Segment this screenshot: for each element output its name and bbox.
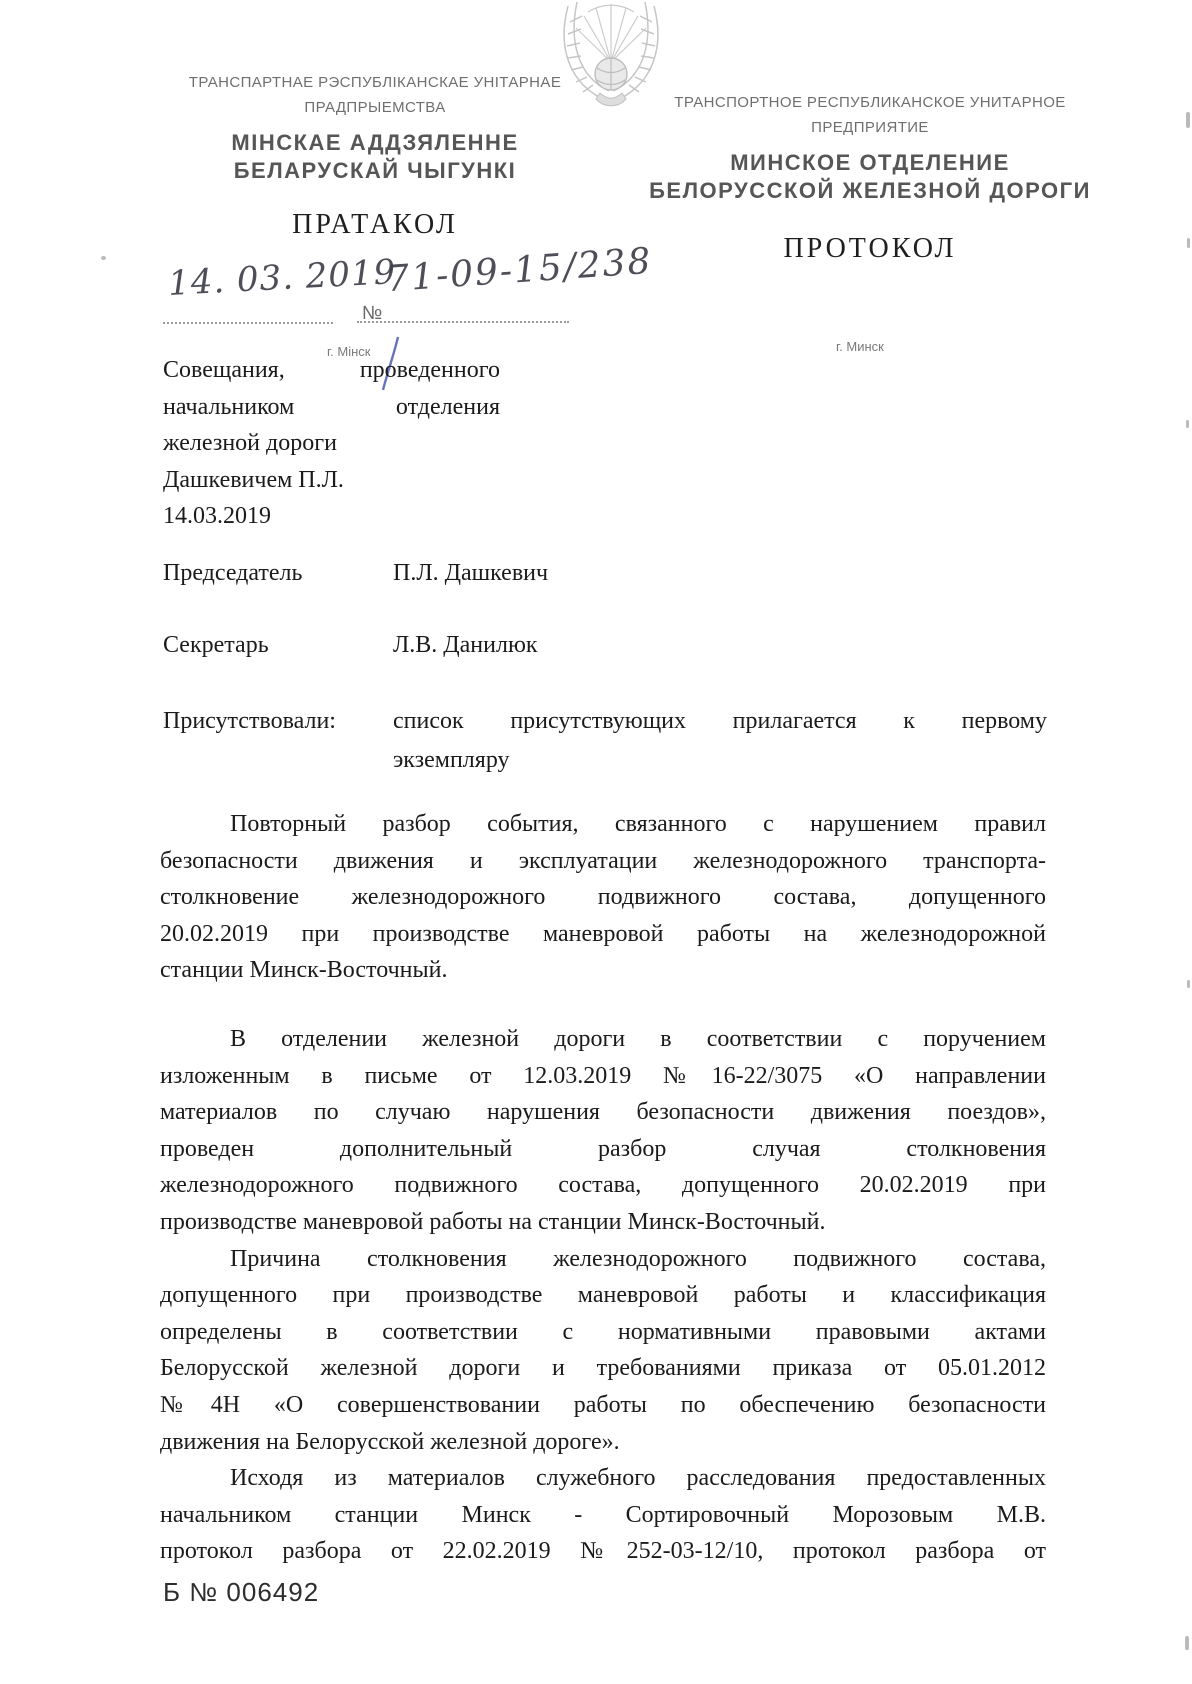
scan-artifact <box>1186 420 1189 428</box>
scan-artifact <box>101 256 106 260</box>
chairman-label: Председатель <box>163 560 303 586</box>
org-name-left-line2: ПРАДПРЫЕМСТВА <box>304 99 446 116</box>
paragraph-line: столкновение железнодорожного подвижного состава, допущенного <box>160 884 1046 911</box>
meeting-description <box>163 352 500 535</box>
scan-artifact <box>1186 112 1190 128</box>
letterhead-left <box>150 70 600 241</box>
date-rule-line <box>163 322 333 324</box>
attendees-line: список присутствующих прилагается к первому <box>393 708 1047 734</box>
division-name-right-line1: МИНСКОЕ ОТДЕЛЕНИЕ <box>730 150 1010 175</box>
chairman-row <box>163 560 1047 587</box>
doc-title-right: ПРОТОКОЛ <box>783 233 957 264</box>
division-name-left-line1: МІНСКАЕ АДДЗЯЛЕННЕ <box>231 130 519 155</box>
paragraph-line: В отделении железной дороги в соответствии с поручением <box>230 1025 1046 1052</box>
body-paragraph-2 <box>160 1021 1046 1241</box>
meeting-line: железной дороги <box>163 430 337 456</box>
meeting-date: 14.03.2019 <box>163 503 271 529</box>
body-paragraph-1 <box>160 806 1046 989</box>
paragraph-line: станции Минск-Восточный. <box>160 957 448 984</box>
meeting-line: Совещания, проведенного <box>163 357 500 383</box>
secretary-label: Секретарь <box>163 632 269 658</box>
attendees-line: экземпляру <box>393 747 510 773</box>
attendees-row <box>163 702 1047 780</box>
paragraph-line: безопасности движения и эксплуатации железнодорожного транспорта- <box>160 847 1046 874</box>
org-name-right-line1: ТРАНСПОРТНОЕ РЕСПУБЛИКАНСКОЕ УНИТАРНОЕ <box>674 94 1066 111</box>
paragraph-line: проведен дополнительный разбор случая столкновения <box>160 1135 1046 1162</box>
handwritten-number: 71-09-15/238 <box>384 240 654 301</box>
paragraph-line: движения на Белорусской железной дороге». <box>160 1428 620 1455</box>
paragraph-line: 20.02.2019 при производстве маневровой работы на железнодорожной <box>160 920 1046 947</box>
paragraph-line: допущенного при производстве маневровой работы и классификация <box>160 1282 1046 1309</box>
number-sign-label: № <box>362 303 383 324</box>
paragraph-line: Исходя из материалов служебного расследования предоставленных <box>230 1465 1046 1492</box>
paragraph-line: изложенным в письме от 12.03.2019 №16-22/3075 «О направлении <box>160 1062 1046 1089</box>
meeting-line: Дашкевичем П.Л. <box>163 466 344 493</box>
division-name-right-line2: БЕЛОРУССКОЙ ЖЕЛЕЗНОЙ ДОРОГИ <box>649 178 1091 203</box>
org-name-left-line1: ТРАНСПАРТНАЕ РЭСПУБЛІКАНСКАЕ УНІТАРНАЕ <box>188 74 562 91</box>
handwritten-date: 14. 03. 2019 <box>167 252 398 304</box>
scan-artifact <box>1187 238 1190 248</box>
scan-artifact <box>1187 980 1190 988</box>
chairman-name: П.Л. Дашкевич <box>393 560 549 586</box>
number-rule-line <box>357 321 569 323</box>
doc-title-left: ПРАТАКОЛ <box>292 209 458 240</box>
scan-artifact <box>1185 1636 1189 1650</box>
body-paragraph-4 <box>160 1460 1046 1570</box>
paragraph-line: №4Н «О совершенствовании работы по обеспечению безопасности <box>160 1391 1046 1418</box>
paragraph-line: начальником станции Минск - Сортировочный Морозовым М.В. <box>160 1501 1046 1528</box>
attendees-label: Присутствовали: <box>163 708 336 734</box>
paragraph-line: протокол разбора от 22.02.2019 №252-03-12/10, протокол разбора от <box>160 1538 1046 1565</box>
letterhead-right <box>640 90 1100 265</box>
city-right: г. Минск <box>836 339 884 354</box>
meeting-line: начальником отделения <box>163 393 500 420</box>
paragraph-line: материалов по случаю нарушения безопасности движения поездов», <box>160 1099 1046 1126</box>
secretary-row <box>163 632 1047 659</box>
form-serial-number: Б № 006492 <box>163 1577 320 1607</box>
paragraph-line: определены в соответствии с нормативными правовыми актами <box>160 1318 1046 1345</box>
document-body <box>160 806 1046 1570</box>
paragraph-line: Белорусской железной дороги и требованиями приказа от 05.01.2012 <box>160 1355 1046 1382</box>
paragraph-line: Причина столкновения железнодорожного подвижного состава, <box>230 1245 1046 1272</box>
paragraph-line: Повторный разбор события, связанного с нарушением правил <box>230 811 1046 837</box>
secretary-name: Л.В. Данилюк <box>393 632 538 658</box>
paragraph-line: железнодорожного подвижного состава, допущенного 20.02.2019 при <box>160 1172 1046 1199</box>
paragraph-line: производстве маневровой работы на станции Минск-Восточный. <box>160 1208 826 1235</box>
division-name-left-line2: БЕЛАРУСКАЙ ЧЫГУНКІ <box>233 158 517 183</box>
attendees-text <box>393 702 1047 780</box>
body-paragraph-3 <box>160 1241 1046 1461</box>
city-left: г. Мінск <box>327 344 371 359</box>
org-name-right-line2: ПРЕДПРИЯТИЕ <box>811 119 929 136</box>
